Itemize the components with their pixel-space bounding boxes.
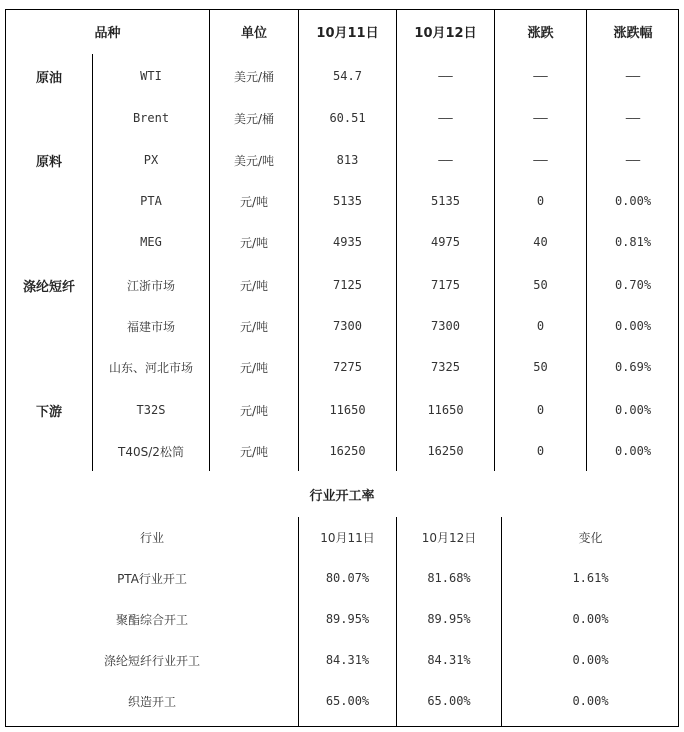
header-change: 涨跌 — [527, 25, 554, 41]
category-downstream: 下游 — [35, 404, 62, 420]
util-row-change: 0.00% — [572, 694, 609, 708]
row-unit: 元/吨 — [239, 235, 269, 250]
util-row-d1: 65.00% — [325, 694, 370, 708]
row-value-d1: 5135 — [333, 194, 362, 208]
row-name: WTI — [140, 69, 162, 83]
util-row-d1: 84.31% — [325, 653, 370, 667]
row-value-d2: 11650 — [427, 403, 464, 417]
row-change-pct: 0.81% — [614, 235, 652, 249]
row-value-d1: 60.51 — [329, 111, 366, 125]
row-unit: 美元/桶 — [233, 69, 275, 84]
row-change: 40 — [533, 235, 548, 249]
row-value-d1: 7125 — [333, 278, 362, 292]
util-row-industry: 聚酯综合开工 — [115, 612, 188, 627]
row-name: PTA — [140, 194, 162, 208]
util-row-d2: 81.68% — [427, 571, 471, 585]
util-header-date-1: 10月11日 — [320, 530, 375, 545]
row-name: 江浙市场 — [126, 278, 175, 293]
util-row-industry: 织造开工 — [127, 694, 176, 709]
row-value-d2: 16250 — [427, 444, 464, 458]
row-value-d1: 7300 — [333, 319, 362, 333]
util-row-change: 1.61% — [572, 571, 609, 585]
row-value-d1: 7275 — [333, 360, 362, 374]
header-variety: 品种 — [94, 25, 121, 41]
row-change-pct: 0.00% — [614, 403, 652, 417]
util-row-change: 0.00% — [572, 612, 609, 626]
row-name: T40S/2松筒 — [118, 444, 184, 459]
row-value-d2: 5135 — [431, 194, 460, 208]
row-change-pct: 0.69% — [614, 360, 652, 374]
row-change: —— — [533, 111, 548, 125]
util-header-change: 变化 — [578, 530, 603, 545]
row-value-d2: 7300 — [431, 319, 460, 333]
category-feedstock: 原料 — [35, 154, 62, 170]
row-name: T32S — [136, 403, 166, 417]
row-change-pct: —— — [625, 153, 641, 167]
util-row-d2: 65.00% — [427, 694, 471, 708]
row-value-d1: 54.7 — [333, 69, 362, 83]
row-value-d1: 11650 — [329, 403, 366, 417]
row-name: PX — [143, 153, 159, 167]
row-change-pct: —— — [625, 111, 641, 125]
row-change: —— — [533, 69, 548, 83]
util-row-change: 0.00% — [572, 653, 609, 667]
util-row-d1: 80.07% — [325, 571, 370, 585]
util-row-d1: 89.95% — [325, 612, 370, 626]
util-row-industry: PTA行业开工 — [117, 571, 187, 586]
row-value-d1: 16250 — [329, 444, 366, 458]
row-unit: 元/吨 — [239, 403, 269, 418]
row-change-pct: 0.70% — [614, 278, 652, 292]
row-unit: 元/吨 — [239, 278, 269, 293]
row-value-d2: 7175 — [431, 278, 460, 292]
row-unit: 美元/桶 — [233, 111, 275, 126]
row-change: 0 — [536, 194, 545, 208]
row-value-d2: —— — [438, 111, 453, 125]
row-unit: 元/吨 — [239, 319, 269, 334]
row-name: MEG — [140, 235, 162, 249]
header-unit: 单位 — [240, 25, 267, 41]
util-row-industry: 涤纶短纤行业开工 — [103, 653, 200, 668]
row-name: Brent — [132, 111, 170, 125]
row-change: —— — [533, 153, 548, 167]
util-header-date-2: 10月12日 — [421, 530, 477, 545]
utilization-title: 行业开工率 — [309, 488, 375, 504]
row-value-d2: —— — [438, 153, 453, 167]
row-change-pct: 0.00% — [614, 444, 652, 458]
row-change-pct: 0.00% — [614, 319, 652, 333]
header-date-1: 10月11日 — [316, 25, 379, 41]
row-value-d2: 4975 — [431, 235, 460, 249]
row-unit: 元/吨 — [239, 444, 269, 459]
header-change-pct: 涨跌幅 — [613, 25, 653, 41]
category-crude-oil: 原油 — [35, 70, 62, 86]
row-name: 福建市场 — [126, 319, 175, 334]
row-change: 0 — [536, 444, 545, 458]
row-value-d1: 813 — [336, 153, 359, 167]
row-change: 0 — [536, 319, 545, 333]
row-name: 山东、河北市场 — [108, 360, 193, 375]
util-row-d2: 89.95% — [427, 612, 471, 626]
row-change: 50 — [533, 360, 548, 374]
row-unit: 元/吨 — [239, 360, 269, 375]
header-date-2: 10月12日 — [414, 25, 477, 41]
row-change: 0 — [536, 403, 545, 417]
row-change-pct: —— — [625, 69, 641, 83]
row-change-pct: 0.00% — [614, 194, 652, 208]
row-unit: 美元/吨 — [233, 153, 275, 168]
row-value-d2: 7325 — [431, 360, 460, 374]
row-change: 50 — [533, 278, 548, 292]
row-unit: 元/吨 — [239, 194, 269, 209]
row-value-d2: —— — [438, 69, 453, 83]
row-value-d1: 4935 — [333, 235, 362, 249]
util-header-industry: 行业 — [139, 530, 164, 545]
util-row-d2: 84.31% — [427, 653, 471, 667]
category-polyester-staple: 涤纶短纤 — [22, 279, 75, 295]
